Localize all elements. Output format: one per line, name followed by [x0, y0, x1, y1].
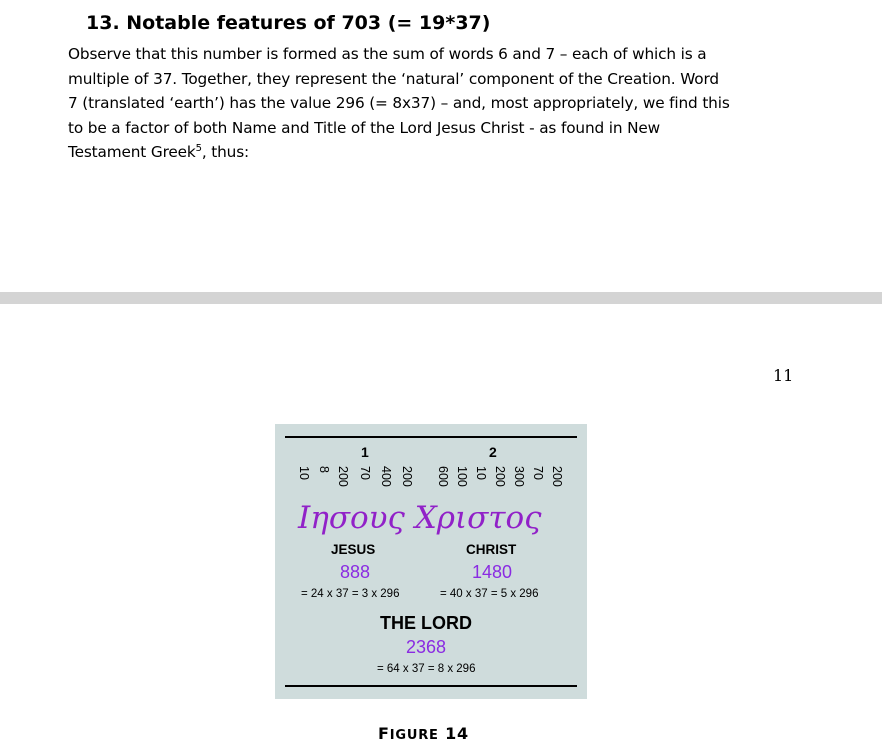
greek-word-1: Ιησους: [298, 500, 405, 536]
letter-value: 70: [358, 466, 372, 480]
greek-word-2: Χριστος: [414, 500, 542, 536]
letter-value: 10: [297, 466, 311, 480]
page-break-divider: [0, 292, 882, 304]
letter-value: 200: [550, 466, 564, 487]
caption-rest: IGURE: [389, 728, 439, 743]
letter-value: 200: [493, 466, 507, 487]
combined-english: THE LORD: [380, 613, 472, 633]
section-heading: 13. Notable features of 703 (= 19*37): [86, 12, 491, 34]
letter-value: 10: [474, 466, 488, 480]
word-1-number: 1: [361, 444, 369, 460]
figure-bottom-rule: [285, 685, 577, 687]
letter-value: 100: [455, 466, 469, 487]
letter-value: 300: [512, 466, 526, 487]
word-2-value: 1480: [472, 562, 513, 582]
caption-initial: F: [378, 724, 390, 743]
greek-name-title: [298, 500, 542, 536]
letter-value: 600: [436, 466, 450, 487]
letter-value: 200: [336, 466, 350, 487]
word-1-value: 888: [340, 562, 371, 582]
letter-value: 200: [400, 466, 414, 487]
page-number: 11: [773, 366, 794, 385]
figure-caption: [378, 724, 469, 743]
paragraph-line: Observe that this number is formed as the sum of words 6 and 7 – each of which is a: [68, 45, 707, 63]
paragraph-text: Testament Greek: [68, 143, 196, 161]
letter-value: 400: [379, 466, 393, 487]
paragraph-line: 7 (translated ‘earth’) has the value 296 (= 8x37) – and, most appropriately, we find this: [68, 94, 730, 112]
paragraph-line-last: [68, 140, 798, 165]
word-1-english: JESUS: [331, 542, 376, 557]
paragraph-line: multiple of 37. Together, they represent the ‘natural’ component of the Creation. Word: [68, 69, 719, 88]
word-1-calculation: = 24 x 37 = 3 x 296: [301, 588, 400, 600]
paragraph-line: to be a factor of both Name and Title of the Lord Jesus Christ - as found in New: [68, 118, 661, 137]
letter-value: 8: [317, 466, 331, 473]
combined-value: 2368: [406, 637, 447, 657]
body-paragraph: [68, 42, 798, 165]
figure-14-panel: [275, 424, 587, 699]
combined-calculation: = 64 x 37 = 8 x 296: [377, 663, 476, 675]
footnote-marker[interactable]: 5: [195, 142, 202, 154]
paragraph-end: , thus:: [201, 143, 250, 161]
letter-value: 70: [531, 466, 545, 480]
word-2-english: CHRIST: [466, 542, 517, 557]
word-2-number: 2: [489, 444, 497, 460]
figure-top-rule: [285, 436, 577, 438]
caption-number: 14: [445, 724, 469, 743]
word-2-calculation: = 40 x 37 = 5 x 296: [440, 588, 539, 600]
